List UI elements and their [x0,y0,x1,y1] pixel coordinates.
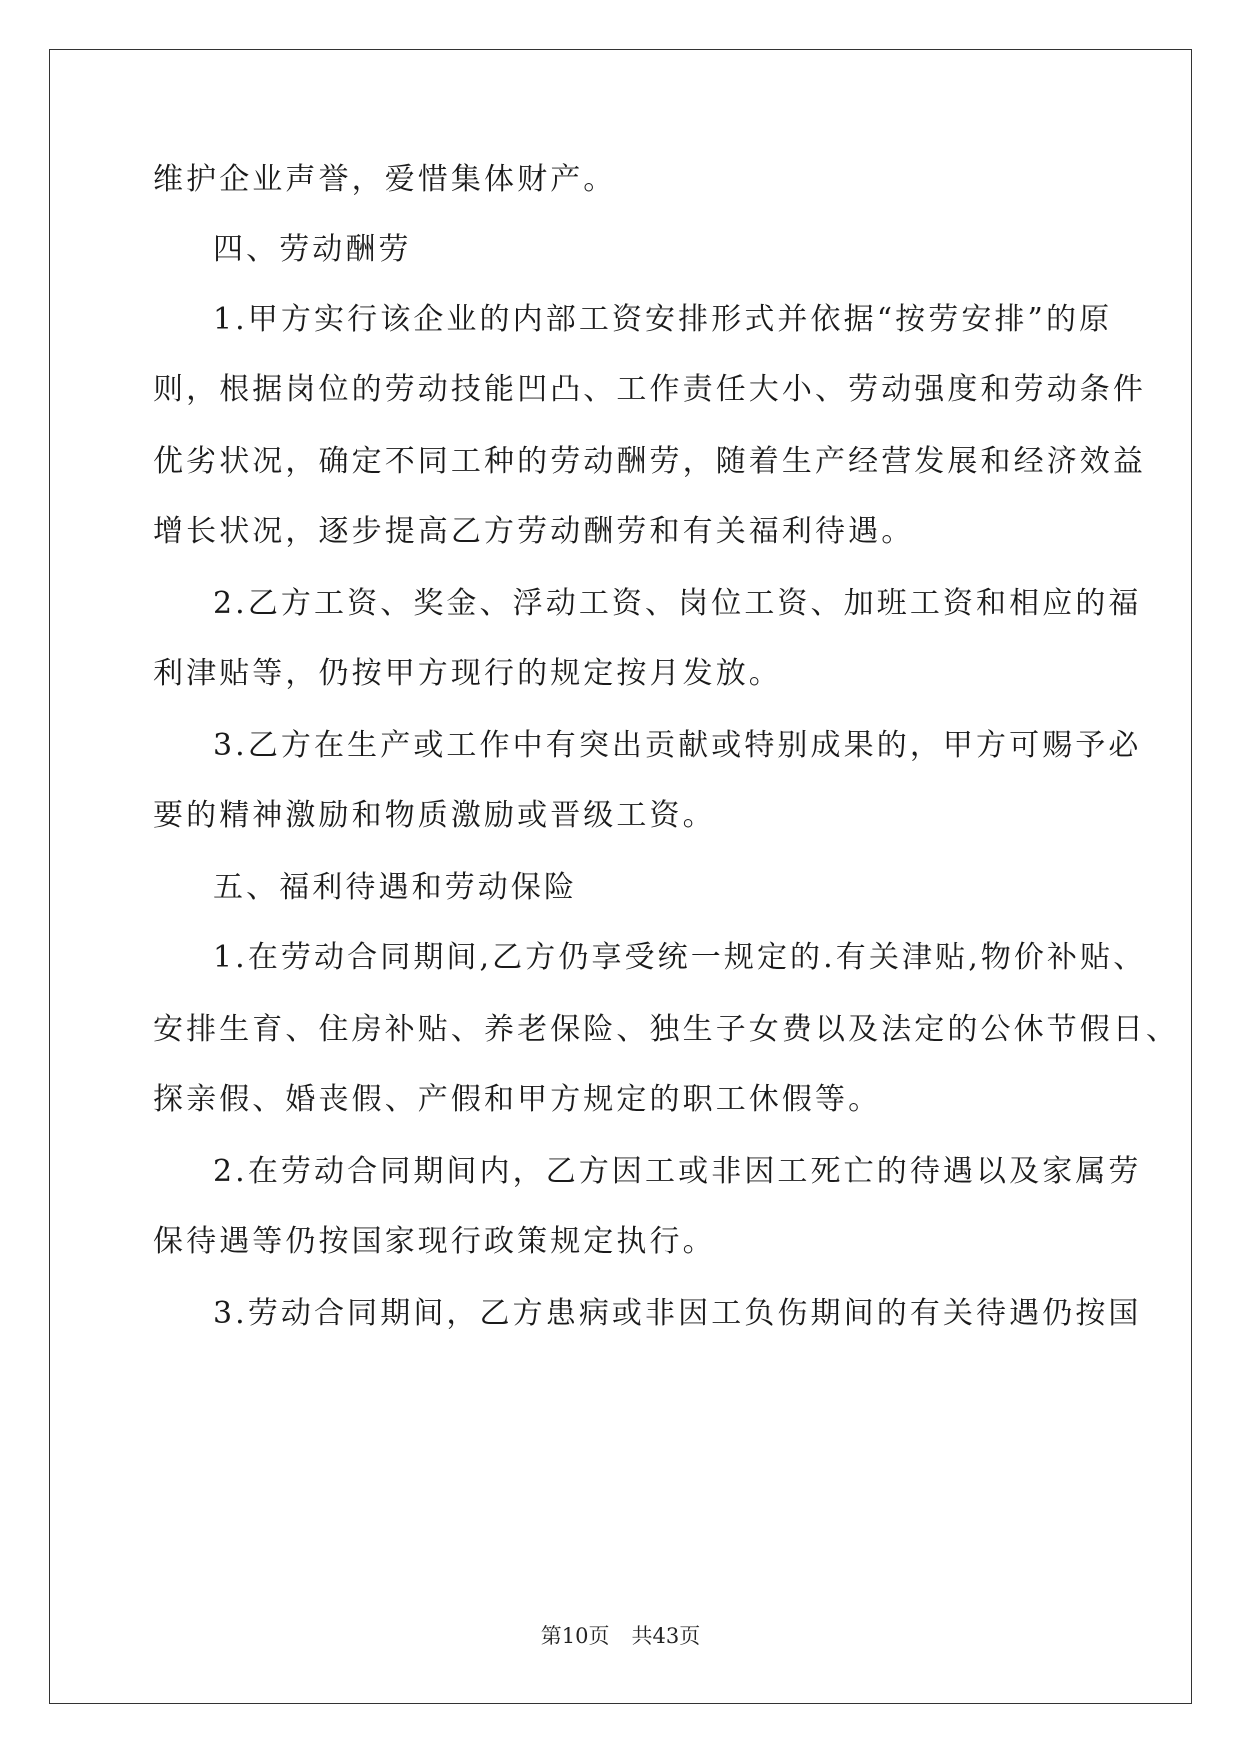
text-line: 要的精神激励和物质激励或晋级工资。 [153,798,716,833]
text-line: 1.在劳动合同期间,乙方仍享受统一规定的.有关津贴,物价补贴、 [213,940,1147,975]
total-pages: 共43页 [631,1624,701,1648]
page-number: 第10页 [540,1624,610,1648]
page-footer [0,1622,1241,1650]
text-line: 保待遇等仍按国家现行政策规定执行。 [153,1224,716,1259]
text-line: 安排生育、住房补贴、养老保险、独生子女费以及法定的公休节假日、 [153,1012,1180,1047]
text-line: 利津贴等，仍按甲方现行的规定按月发放。 [153,656,782,691]
text-line: 维护企业声誉，爱惜集体财产。 [153,162,617,197]
text-line: 优劣状况，确定不同工种的劳动酬劳，随着生产经营发展和经济效益 [153,444,1146,479]
section-heading: 五、福利待遇和劳动保险 [213,870,578,905]
text-line: 2.在劳动合同期间内，乙方因工或非因工死亡的待遇以及家属劳 [213,1154,1142,1189]
text-line: 3.乙方在生产或工作中有突出贡献或特别成果的，甲方可赐予必 [213,728,1142,763]
text-line: 2.乙方工资、奖金、浮动工资、岗位工资、加班工资和相应的福 [213,586,1142,621]
text-line: 3.劳动合同期间，乙方患病或非因工负伤期间的有关待遇仍按国 [213,1296,1142,1331]
text-line: 增长状况，逐步提高乙方劳动酬劳和有关福利待遇。 [153,514,915,549]
text-line: 1.甲方实行该企业的内部工资安排形式并依据“按劳安排”的原 [213,302,1113,337]
text-line: 则，根据岗位的劳动技能凹凸、工作责任大小、劳动强度和劳动条件 [153,372,1146,407]
section-heading: 四、劳动酬劳 [213,232,412,267]
text-line: 探亲假、婚丧假、产假和甲方规定的职工休假等。 [153,1082,882,1117]
